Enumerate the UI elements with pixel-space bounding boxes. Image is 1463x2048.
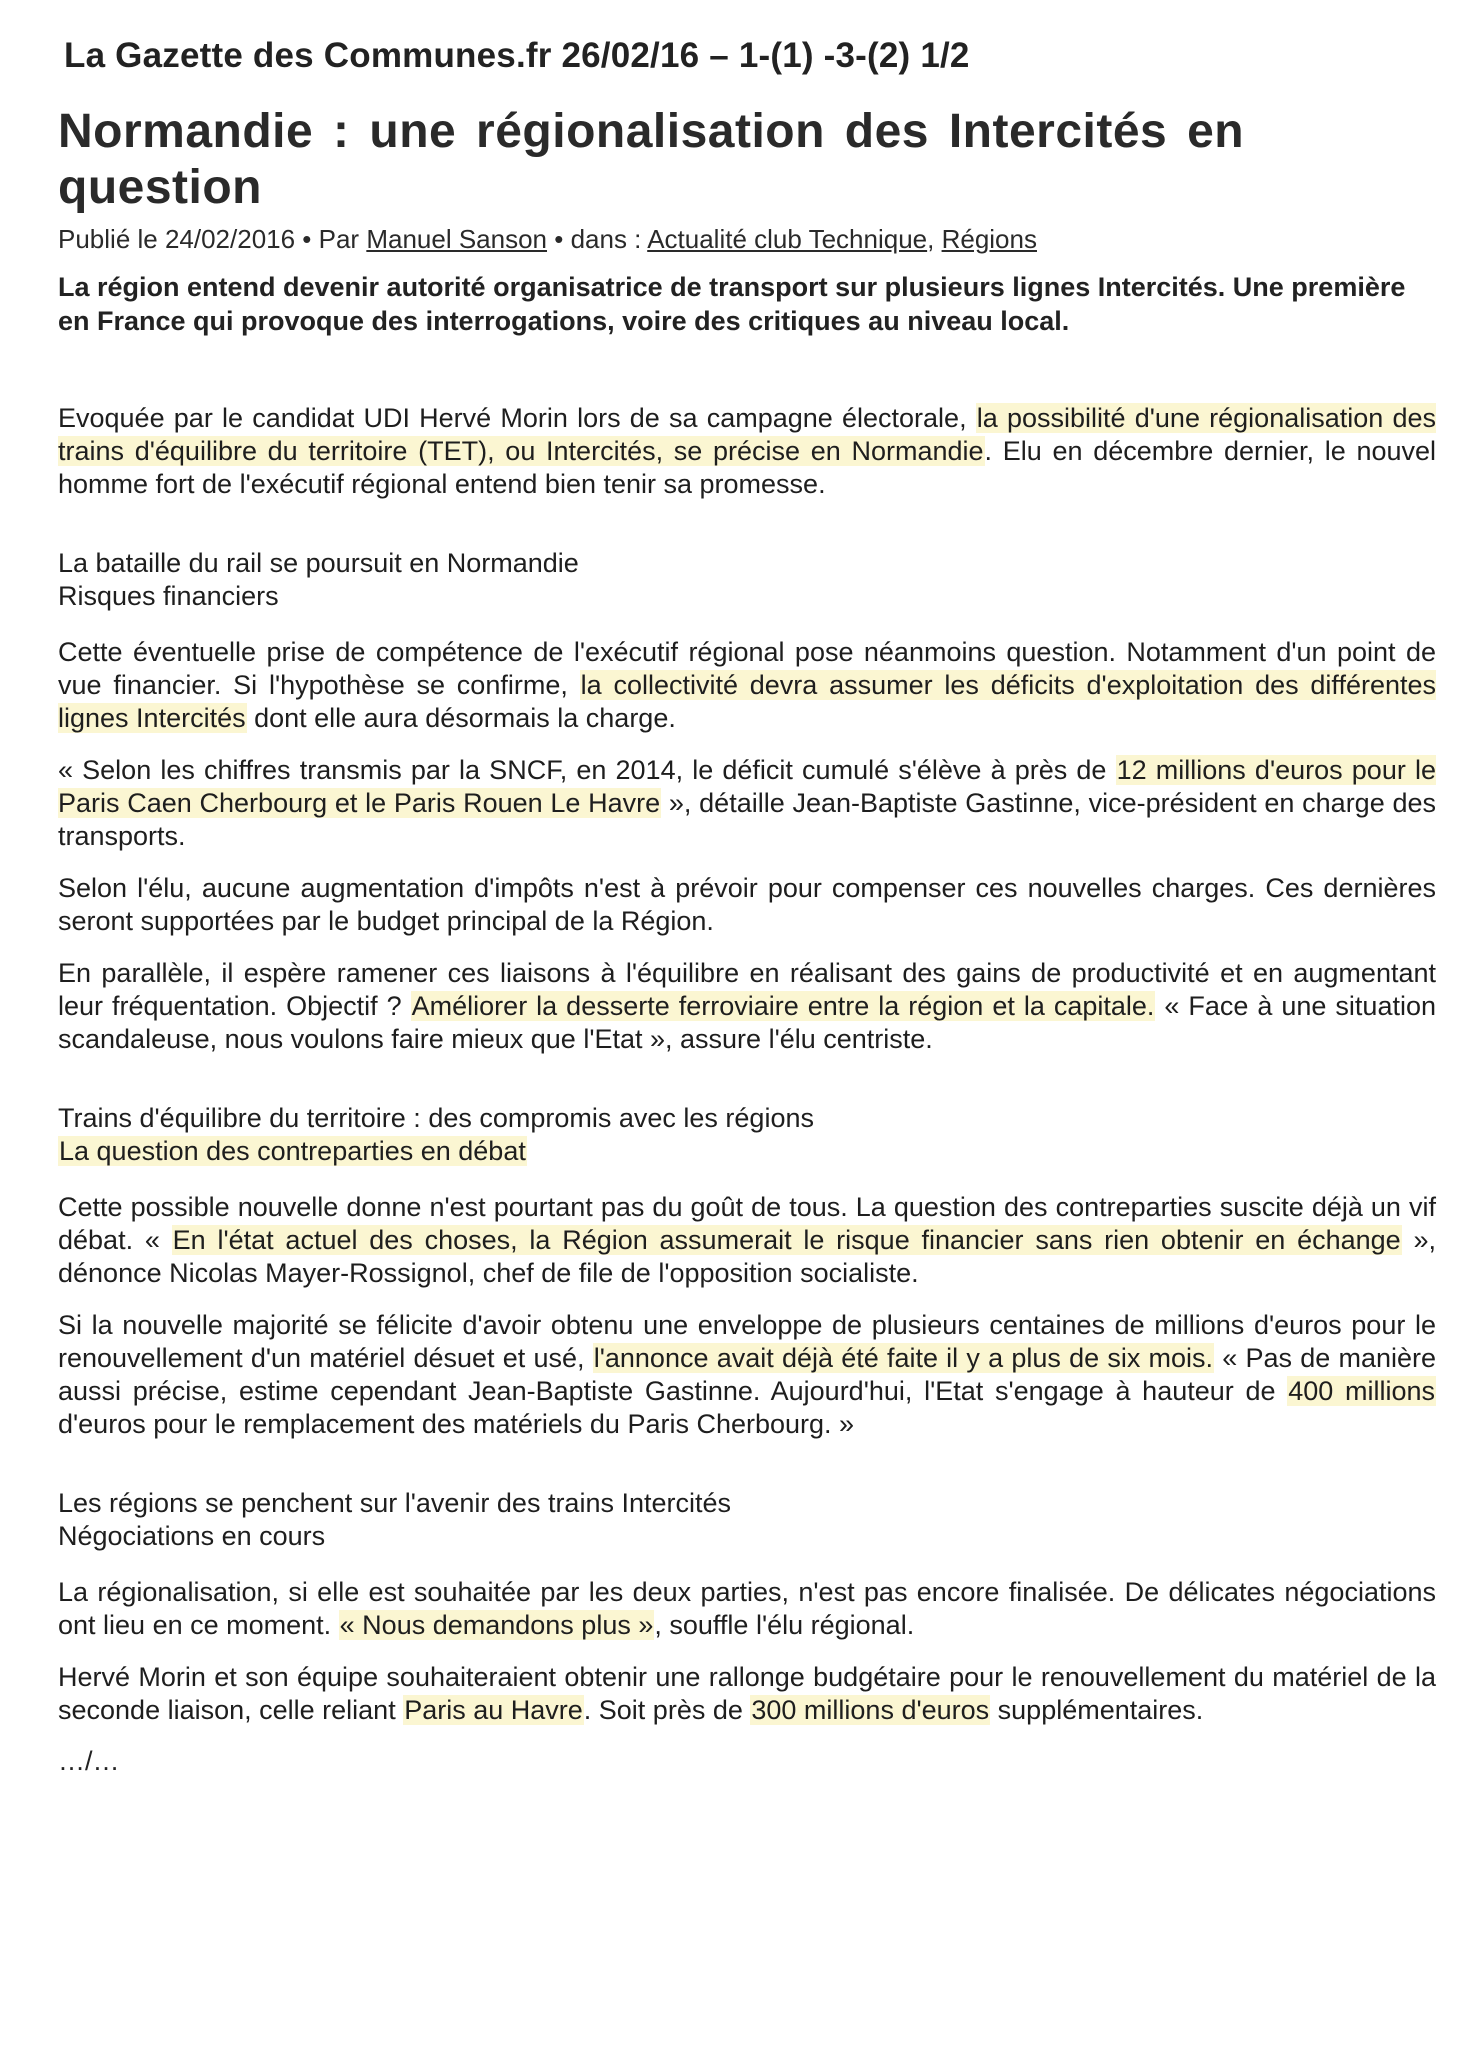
section-subtitle: Risques financiers [58, 581, 279, 611]
text-run: Cette éventuelle prise de compétence de l'exécutif régional pose néanmoins question. Notamment d'un point de vue financier. Si l'hypothèse se confirme, [58, 637, 1436, 700]
text-run: dont elle aura désormais la charge. [246, 703, 676, 733]
text-run: », détaille Jean-Baptiste Gastinne, vice-président en charge des transports. [58, 788, 1436, 851]
category-link-regions[interactable]: Régions [941, 224, 1037, 254]
paragraph-negotiations [58, 1576, 1436, 1642]
text-run: . Soit près de [583, 1695, 751, 1725]
byline-mid: • dans : [547, 224, 648, 254]
section-subtitle: Négociations en cours [58, 1521, 326, 1551]
document-page [58, 36, 1436, 1777]
related-article-link: Trains d'équilibre du territoire : des compromis avec les régions [58, 1103, 814, 1133]
paragraph-no-tax: Selon l'élu, aucune augmentation d'impôts n'est à prévoir pour compenser ces nouvelles charges. Ces dernières seront supportées par le budget principal de la Région. [58, 873, 1436, 936]
text-run: « Pas de manière aussi précise, estime cependant Jean-Baptiste Gastinne. Aujourd'hui, l'Etat s'engage à hauteur de [58, 1343, 1437, 1406]
paragraph-budget-extension [58, 1661, 1436, 1727]
text-run: En parallèle, il espère ramener ces liaisons à l'équilibre en réalisant des gains de productivité et en augmentant leur fréquentation. Objectif ? [58, 958, 1436, 1021]
text-run: Cette possible nouvelle donne n'est pourtant pas du goût de tous. La question des contreparties suscite déjà un vif débat. « [58, 1192, 1436, 1255]
text-run: », dénonce Nicolas Mayer-Rossignol, chef de file de l'opposition socialiste. [58, 1225, 1436, 1288]
highlighted-text: 300 millions d'euros [751, 1695, 990, 1725]
paragraph-envelope [58, 1309, 1436, 1441]
paragraph-intro [58, 402, 1436, 501]
highlighted-text: l'annonce avait déjà été faite il y a plus de six mois. [593, 1343, 1214, 1373]
article-title: Normandie : une régionalisation des Intercités en question [58, 105, 1245, 214]
text-run: supplémentaires. [990, 1695, 1204, 1725]
text-run: d'euros pour le remplacement des matériels du Paris Cherbourg. » [58, 1409, 855, 1439]
highlighted-text: Améliorer la desserte ferroviaire entre la région et la capitale. [411, 991, 1155, 1021]
paragraph-debate [58, 1191, 1436, 1290]
highlighted-text: la possibilité d'une régionalisation des trains d'équilibre du territoire (TET), ou Intercités, se précise en Normandie [58, 403, 1436, 466]
paragraph-deficit-quote [58, 754, 1436, 853]
text-run: « Selon les chiffres transmis par la SNCF, en 2014, le déficit cumulé s'élève à près de [58, 755, 1116, 785]
article-byline [58, 222, 1436, 256]
highlighted-text: « Nous demandons plus » [339, 1610, 654, 1640]
text-run: . Elu en décembre dernier, le nouvel homme fort de l'exécutif régional entend bien tenir sa promesse. [58, 436, 1437, 499]
section-heading-1 [58, 547, 1436, 613]
highlighted-text: 12 millions d'euros pour le Paris Caen Cherbourg et le Paris Rouen Le Havre [58, 755, 1436, 818]
highlighted-text: la collectivité devra assumer les déficits d'exploitation des différentes lignes Intercités [58, 670, 1437, 733]
section-subtitle [58, 1135, 1436, 1168]
text-run: Hervé Morin et son équipe souhaiteraient obtenir une rallonge budgétaire pour le renouvellement du matériel de la seconde liaison, celle reliant [58, 1662, 1436, 1725]
source-header-text: La Gazette des Communes.fr 26/02/16 – 1-(1) -3-(2) 1/2 [64, 36, 970, 75]
highlighted-text: 400 millions [1288, 1376, 1435, 1406]
highlighted-text: En l'état actuel des choses, la Région assumerait le risque financier sans rien obtenir en échange [172, 1225, 1401, 1255]
author-link[interactable]: Manuel Sanson [366, 224, 548, 254]
section-heading-3 [58, 1487, 1436, 1553]
highlighted-text: La question des contreparties en débat [59, 1136, 526, 1166]
continuation-mark: …/… [58, 1746, 120, 1776]
paragraph-objective [58, 957, 1436, 1056]
article-lead: La région entend devenir autorité organisatrice de transport sur plusieurs lignes Intercités. Une première en France qui provoque des interrogations, voire des critiques au niveau local. [58, 272, 1406, 336]
text-run: , souffle l'élu régional. [654, 1610, 915, 1640]
section-heading-2 [58, 1102, 1436, 1168]
category-link-club-technique[interactable]: Actualité club Technique [647, 224, 928, 254]
text-run: Evoquée par le candidat UDI Hervé Morin lors de sa campagne électorale, [58, 403, 976, 433]
text-run: Si la nouvelle majorité se félicite d'avoir obtenu une enveloppe de plusieurs centaines de millions d'euros pour le renouvellement d'un matériel désuet et usé, [58, 1310, 1436, 1373]
byline-prefix: Publié le 24/02/2016 • Par [58, 224, 367, 254]
source-header [64, 36, 1436, 76]
text-run: « Face à une situation scandaleuse, nous voulons faire mieux que l'Etat », assure l'élu centriste. [58, 991, 1436, 1054]
byline-sep: , [927, 224, 942, 254]
paragraph-financial-risk [58, 636, 1436, 735]
related-article-link: La bataille du rail se poursuit en Normandie [58, 548, 579, 578]
text-run: La régionalisation, si elle est souhaitée par les deux parties, n'est pas encore finalisée. De délicates négociations ont lieu en ce moment. [58, 1577, 1436, 1640]
highlighted-text: Paris au Havre [404, 1695, 583, 1725]
related-article-link: Les régions se penchent sur l'avenir des trains Intercités [58, 1488, 732, 1518]
